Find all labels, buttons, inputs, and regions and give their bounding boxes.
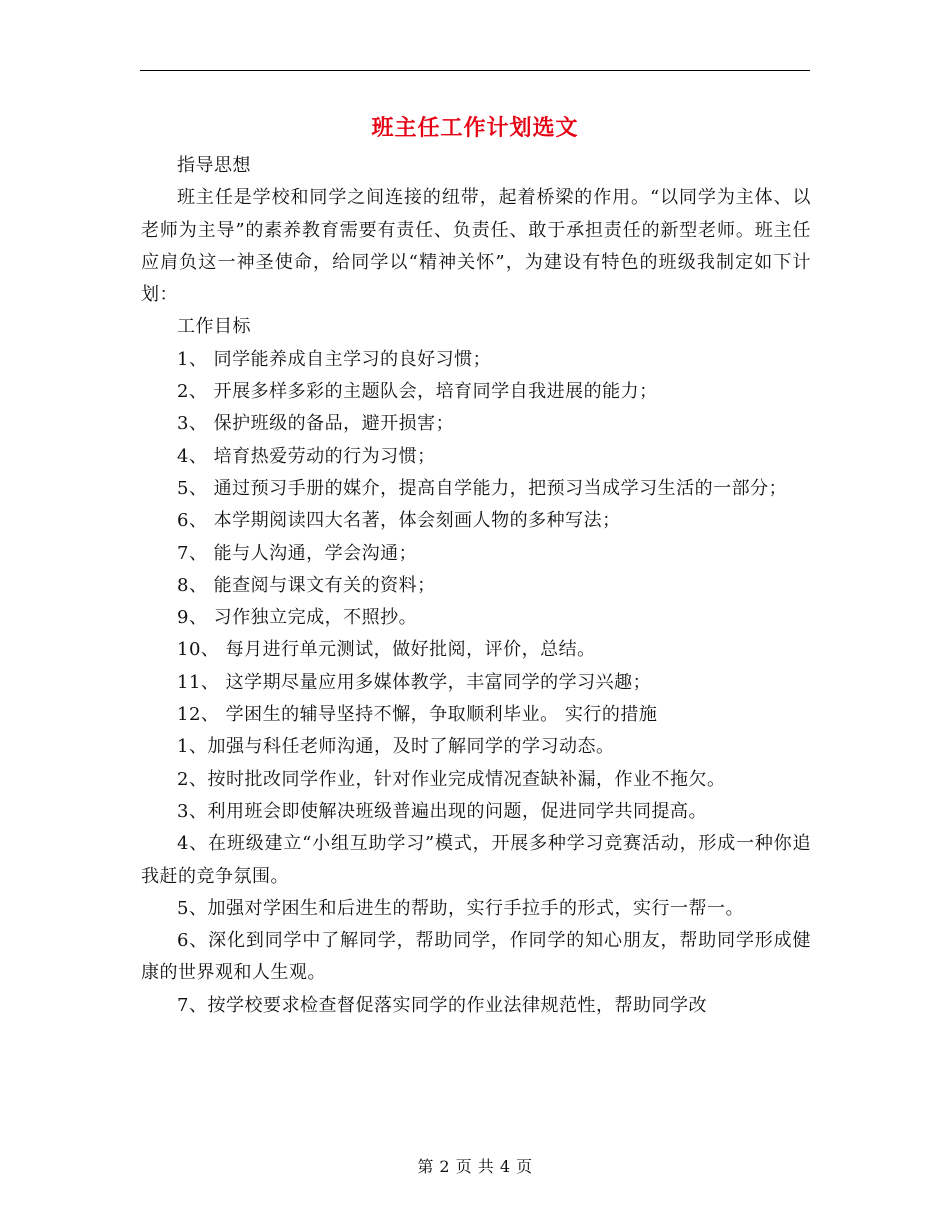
goal-item: 10、 每月进行单元测试，做好批阅，评价，总结。 [177,639,596,661]
goal-item: 4、 培育热爱劳动的行为习惯； [177,445,436,467]
goal-item: 1、 同学能养成自主学习的良好习惯； [177,348,492,370]
document-title: 班主任工作计划选文 [371,115,579,141]
goal-item: 12、 学困生的辅导坚持不懈，争取顺利毕业。 实行的措施 [177,704,658,726]
goal-item: 3、 保护班级的备品，避开损害； [177,413,455,435]
intro-paragraph: 班主任是学校和同学之间连接的纽带，起着桥梁的作用。“以同学为主体、以老师为主导”的素养教育需要有责任、负责任、敢于承担责任的新型老师。班主任应肩负这一神圣使命，给同学以“精神关怀”，为建设有特色的班级我制定如下计划： [141,187,811,306]
goal-item: 6、 本学期阅读四大名著，体会刻画人物的多种写法； [177,510,621,532]
goal-item: 5、 通过预习手册的媒介，提高自学能力，把预习当成学习生活的一部分； [177,477,788,499]
measure-item: 6、深化到同学中了解同学，帮助同学，作同学的知心朋友，帮助同学形成健康的世界观和人生观。 [141,930,811,984]
page-number: 第 2 页 共 4 页 [417,1157,533,1176]
document-body [141,150,811,1022]
header-rule [140,70,810,71]
goal-item: 7、 能与人沟通，学会沟通； [177,542,418,564]
measure-item: 4、在班级建立“小组互助学习”模式，开展多种学习竞赛活动，形成一种你追我赶的竞争氛围。 [141,833,811,887]
measure-item: 5、加强对学困生和后进生的帮助，实行手拉手的形式，实行一帮一。 [177,897,744,919]
section-heading-work-goals: 工作目标 [177,316,251,338]
goal-item: 2、 开展多样多彩的主题队会，培育同学自我进展的能力； [177,381,658,403]
measure-item: 3、利用班会即使解决班级普遍出现的问题，促进同学共同提高。 [177,800,707,822]
measure-item: 7、按学校要求检查督促落实同学的作业法律规范性，帮助同学改 [177,994,707,1016]
measure-item: 1、加强与科任老师沟通，及时了解同学的学习动态。 [177,736,615,758]
goal-item: 11、 这学期尽量应用多媒体教学，丰富同学的学习兴趣； [177,671,652,693]
goal-item: 9、 习作独立完成，不照抄。 [177,607,418,629]
section-heading-guiding-thought: 指导思想 [177,155,251,176]
goal-item: 8、 能查阅与课文有关的资料； [177,574,436,596]
measure-item: 2、按时批改同学作业，针对作业完成情况查缺补漏，作业不拖欠。 [177,768,726,790]
